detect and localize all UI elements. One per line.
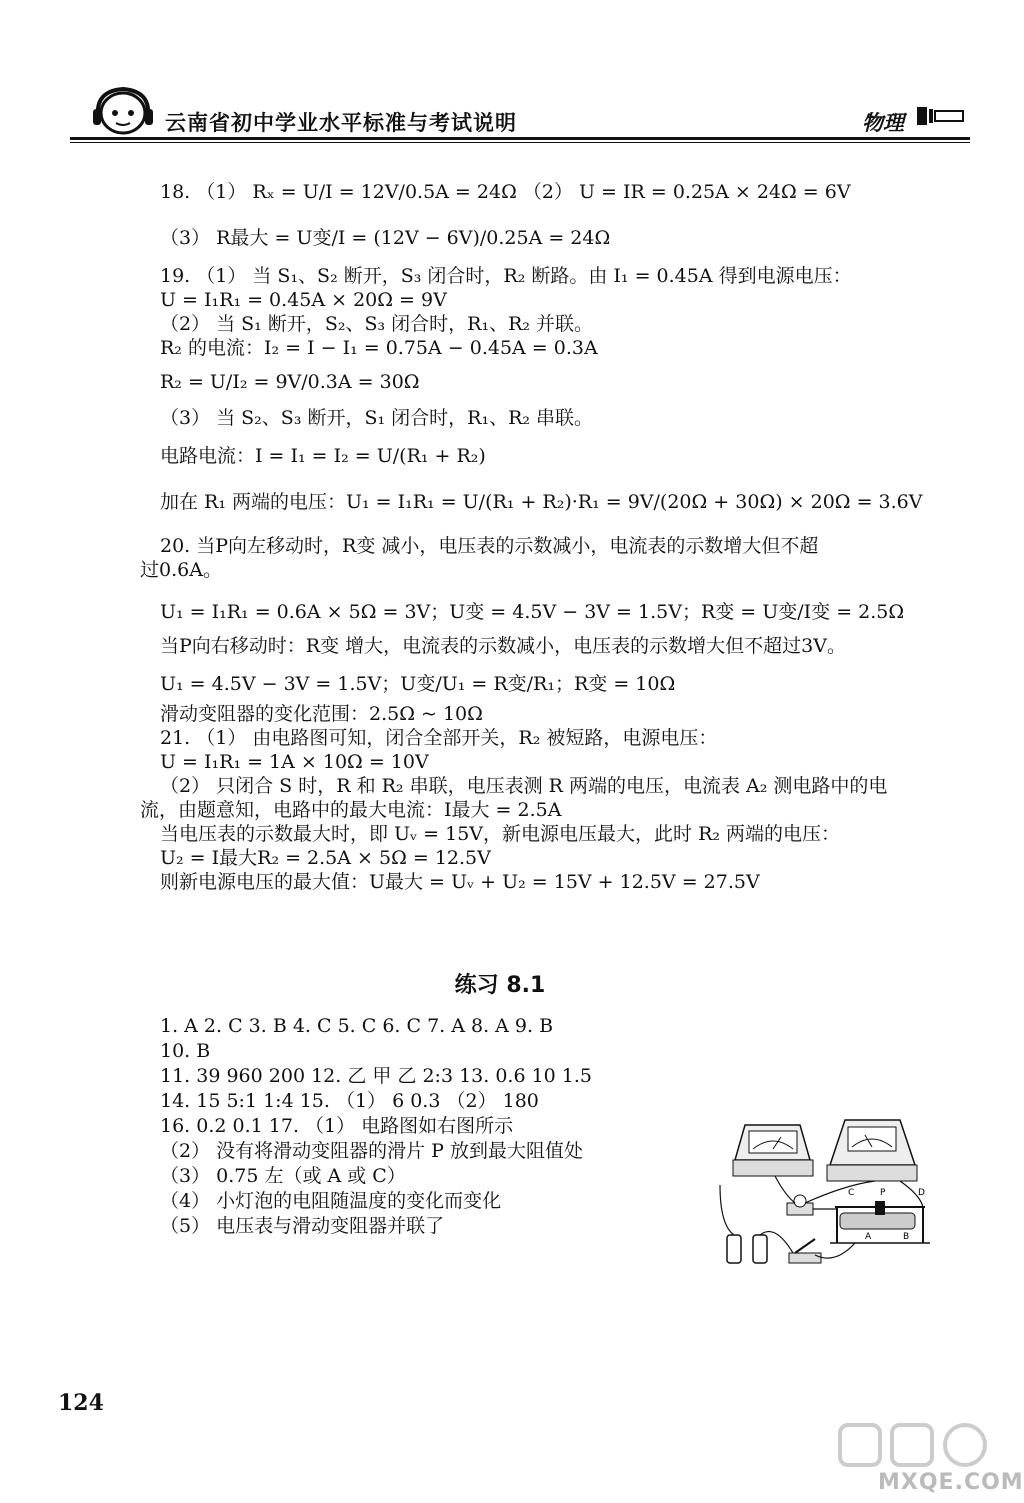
text-line: （3） 当 S₂、S₃ 断开，S₁ 闭合时，R₁、R₂ 串联。 — [160, 407, 594, 429]
text-line: （2） 只闭合 S 时，R 和 R₂ 串联，电压表测 R 两端的电压，电流表 A₂ 测电路中的电 — [160, 775, 888, 797]
answer-line: （4） 小灯泡的电阻随温度的变化而变化 — [160, 1190, 502, 1212]
text-line: R₂ = U/I₂ = 9V/0.3A = 30Ω — [160, 371, 420, 393]
text-line: 滑动变阻器的变化范围：2.5Ω ~ 10Ω — [160, 703, 483, 725]
text-line: U = I₁R₁ = 0.45A × 20Ω = 9V — [160, 289, 447, 311]
subject-label: 物理 — [862, 111, 904, 135]
answer-line: 16. 0.2 0.1 17. （1） 电路图如右图所示 — [160, 1115, 514, 1137]
text-line: U₁ = I₁R₁ = 0.6A × 5Ω = 3V；U变 = 4.5V − 3V = 1.5V；R变 = U变/I变 = 2.5Ω — [160, 601, 905, 623]
diagram-label-d: D — [918, 1188, 925, 1198]
text-line: 过0.6A。 — [140, 559, 222, 581]
diagram-label-b: B — [903, 1232, 910, 1242]
text-line: U₁ = 4.5V − 3V = 1.5V；U变/U₁ = R变/R₁；R变 = 10Ω — [160, 673, 676, 695]
answer-line: 14. 15 5:1 1:4 15. （1） 6 0.3 （2） 180 — [160, 1090, 539, 1112]
diagram-label-p: P — [880, 1188, 886, 1198]
circuit-diagram — [715, 1115, 940, 1275]
text-line: 当电压表的示数最大时，即 Uᵥ = 15V，新电源电压最大，此时 R₂ 两端的电压： — [160, 823, 841, 845]
page-header — [70, 85, 970, 145]
text-line: 20. 当P向左移动时，R变 减小，电压表的示数减小，电流表的示数增大但不超 — [160, 535, 819, 557]
text-line: 则新电源电压的最大值：U最大 = Uᵥ + U₂ = 15V + 12.5V = 27.5V — [160, 871, 760, 893]
answer-line: 1. A 2. C 3. B 4. C 5. C 6. C 7. A 8. A 9. B — [160, 1015, 554, 1037]
header-tab-icon — [915, 103, 965, 129]
text-line: 21. （1） 由电路图可知，闭合全部开关，R₂ 被短路，电源电压： — [160, 727, 718, 749]
diagram-label-c: C — [848, 1188, 855, 1198]
battery-icon — [727, 1235, 767, 1263]
answer-line: （2） 没有将滑动变阻器的滑片 P 放到最大阻值处 — [160, 1140, 583, 1162]
mascot-logo-icon — [90, 85, 156, 139]
exercise-answers — [160, 1014, 720, 1239]
text-line: 加在 R₁ 两端的电压：U₁ = I₁R₁ = U/(R₁ + R₂)·R₁ = 9V/(20Ω + 30Ω) × 20Ω = 3.6V — [160, 491, 923, 513]
ammeter-icon — [733, 1125, 813, 1176]
text-line: U₂ = I最大R₂ = 2.5A × 5Ω = 12.5V — [160, 847, 491, 869]
header-rule-thin — [70, 142, 970, 143]
solution-text — [140, 180, 950, 894]
rheostat-icon — [830, 1201, 930, 1243]
book-title: 云南省初中学业水平标准与考试说明 — [165, 111, 517, 135]
lamp-icon — [787, 1195, 813, 1215]
text-line: （3） R最大 = U变/I = (12V − 6V)/0.25A = 24Ω — [160, 227, 611, 249]
diagram-label-a: A — [865, 1232, 872, 1242]
section-title: 练习 8.1 — [454, 973, 546, 998]
text-line: 19. （1） 当 S₁、S₂ 断开，S₃ 闭合时，R₂ 断路。由 I₁ = 0.45A 得到电源电压： — [160, 265, 852, 287]
text-line: 电路电流：I = I₁ = I₂ = U/(R₁ + R₂) — [160, 445, 486, 467]
text-line: 流，由题意知，电路中的最大电流：I最大 = 2.5A — [140, 799, 562, 821]
voltmeter-icon — [827, 1120, 917, 1181]
switch-icon — [789, 1239, 821, 1263]
text-line: R₂ 的电流：I₂ = I − I₁ = 0.75A − 0.45A = 0.3A — [160, 337, 598, 359]
text-line: U = I₁R₁ = 1A × 10Ω = 10V — [160, 751, 429, 773]
answer-line: （5） 电压表与滑动变阻器并联了 — [160, 1215, 445, 1237]
watermark-text: MXQE.COM — [878, 1470, 1024, 1495]
answer-line: （3） 0.75 左（或 A 或 C） — [160, 1165, 406, 1187]
answer-line: 10. B — [160, 1040, 211, 1062]
text-line: 当P向右移动时：R变 增大，电流表的示数减小，电压表的示数增大但不超过3V。 — [160, 635, 846, 657]
text-line: 18. （1） Rₓ = U/I = 12V/0.5A = 24Ω （2） U = IR = 0.25A × 24Ω = 6V — [160, 181, 851, 203]
text-line: （2） 当 S₁ 断开，S₂、S₃ 闭合时，R₁、R₂ 并联。 — [160, 313, 594, 335]
header-rule — [70, 137, 970, 140]
page-number: 124 — [58, 1390, 104, 1416]
answer-line: 11. 39 960 200 12. 乙 甲 乙 2:3 13. 0.6 10 1.5 — [160, 1065, 593, 1087]
